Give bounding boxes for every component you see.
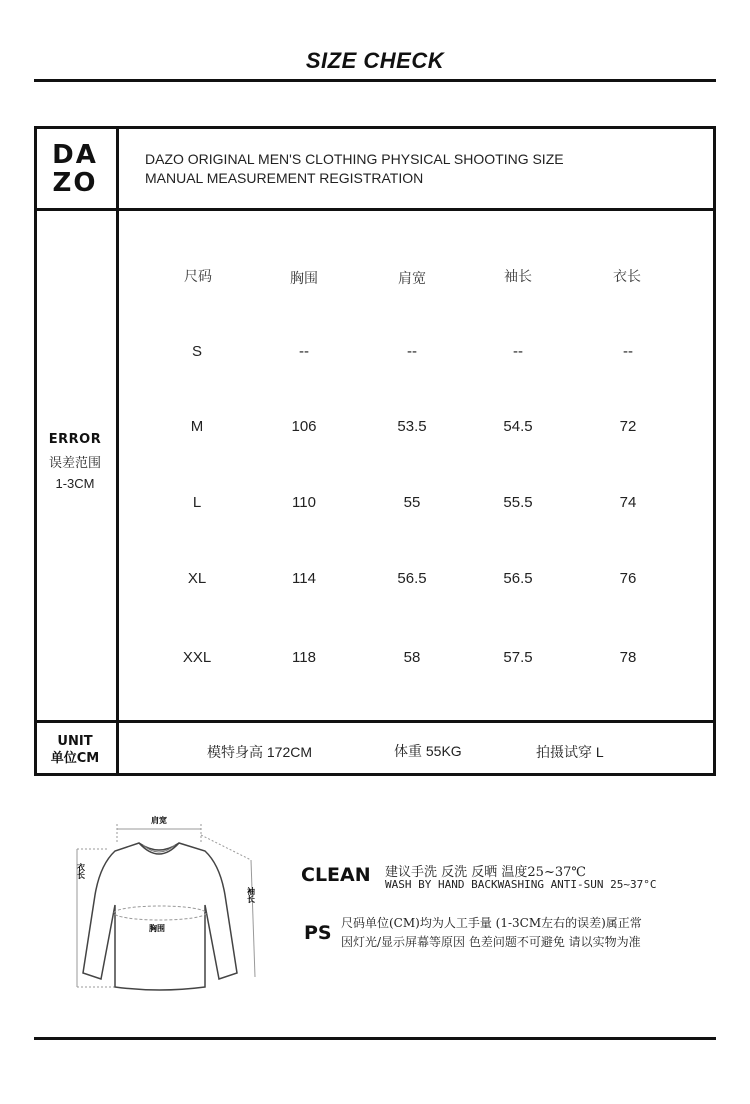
table-footer-divider xyxy=(34,720,716,723)
brand-logo xyxy=(34,129,116,208)
table-cell: M xyxy=(190,418,204,435)
table-cell: 55.5 xyxy=(503,494,533,511)
table-cell: 74 xyxy=(619,494,637,511)
bottom-divider xyxy=(34,1037,716,1040)
column-header-length: 衣长 xyxy=(613,268,641,284)
header-line-2: MANUAL MEASUREMENT REGISTRATION xyxy=(145,170,424,186)
error-title: ERROR xyxy=(48,432,102,447)
chest-measure-line xyxy=(114,906,206,920)
column-header-chest: 胸围 xyxy=(290,270,318,286)
diagram-length-label: 衣长 xyxy=(76,863,86,879)
table-column-divider xyxy=(116,126,119,776)
table-cell: -- xyxy=(513,343,523,360)
ps-label: PS xyxy=(304,922,332,944)
unit-label-en: UNIT xyxy=(57,734,93,749)
model-size: 拍摄试穿 L xyxy=(536,744,604,760)
measurement-diagram xyxy=(55,805,270,1010)
tshirt-diagram-icon xyxy=(55,805,270,1005)
column-header-sleeve: 袖长 xyxy=(504,268,532,284)
table-cell: -- xyxy=(623,343,633,360)
table-header-divider xyxy=(34,208,716,211)
error-range: 1-3CM xyxy=(55,476,95,491)
table-cell: -- xyxy=(407,343,417,360)
table-cell: 76 xyxy=(619,570,637,587)
table-cell: 72 xyxy=(619,418,637,435)
model-height: 模特身高 172CM xyxy=(207,744,313,760)
table-header-text xyxy=(145,150,685,188)
column-header-size: 尺码 xyxy=(184,268,212,284)
logo-line-1: DA xyxy=(52,139,98,170)
table-cell: 55 xyxy=(403,494,421,511)
table-cell: L xyxy=(192,494,202,511)
clean-text-cn: 建议手洗 反洗 反晒 温度25~37℃ xyxy=(385,865,586,880)
error-label-cn: 误差范围 xyxy=(48,455,101,470)
diagram-shoulder-label: 肩宽 xyxy=(151,816,167,825)
table-cell: 54.5 xyxy=(503,418,533,435)
table-cell: 57.5 xyxy=(503,649,533,666)
table-cell: 56.5 xyxy=(397,570,427,587)
ps-line-2: 因灯光/显示屏幕等原因 色差问题不可避免 请以实物为准 xyxy=(341,935,641,949)
error-margin-note xyxy=(34,432,116,491)
table-cell: XXL xyxy=(182,649,212,666)
unit-label-cn: 单位CM xyxy=(50,751,100,766)
table-cell: 106 xyxy=(291,418,317,435)
table-cell: -- xyxy=(299,343,309,360)
table-cell: 110 xyxy=(292,494,316,511)
clean-label: CLEAN xyxy=(301,864,371,886)
header-line-1: DAZO ORIGINAL MEN'S CLOTHING PHYSICAL SHOOTING SIZE xyxy=(145,151,564,167)
diagram-sleeve-label: 袖长 xyxy=(246,887,256,903)
size-table-frame xyxy=(34,126,716,776)
table-cell: 58 xyxy=(403,649,421,666)
sleeve-measure-line xyxy=(251,860,255,977)
clean-text-en: WASH BY HAND BACKWASHING ANTI-SUN 25~37°C xyxy=(385,878,657,891)
table-cell: 78 xyxy=(619,649,637,666)
ps-line-1: 尺码单位(CM)均为人工手量 (1-3CM左右的误差)属正常 xyxy=(341,916,642,930)
table-cell: 114 xyxy=(292,570,316,587)
page-title: SIZE CHECK xyxy=(305,48,445,73)
table-cell: XL xyxy=(187,570,207,587)
shirt-outline xyxy=(83,843,237,990)
unit-label xyxy=(34,733,116,767)
table-cell: 56.5 xyxy=(503,570,533,587)
table-cell: 118 xyxy=(292,649,316,666)
table-cell: 53.5 xyxy=(397,418,427,435)
table-cell: S xyxy=(191,343,202,360)
model-weight: 体重 55KG xyxy=(394,743,462,759)
diagram-chest-label: 胸围 xyxy=(149,924,165,933)
top-divider xyxy=(34,79,716,82)
logo-line-2: ZO xyxy=(52,167,98,198)
column-header-shoulder: 肩宽 xyxy=(398,270,426,286)
